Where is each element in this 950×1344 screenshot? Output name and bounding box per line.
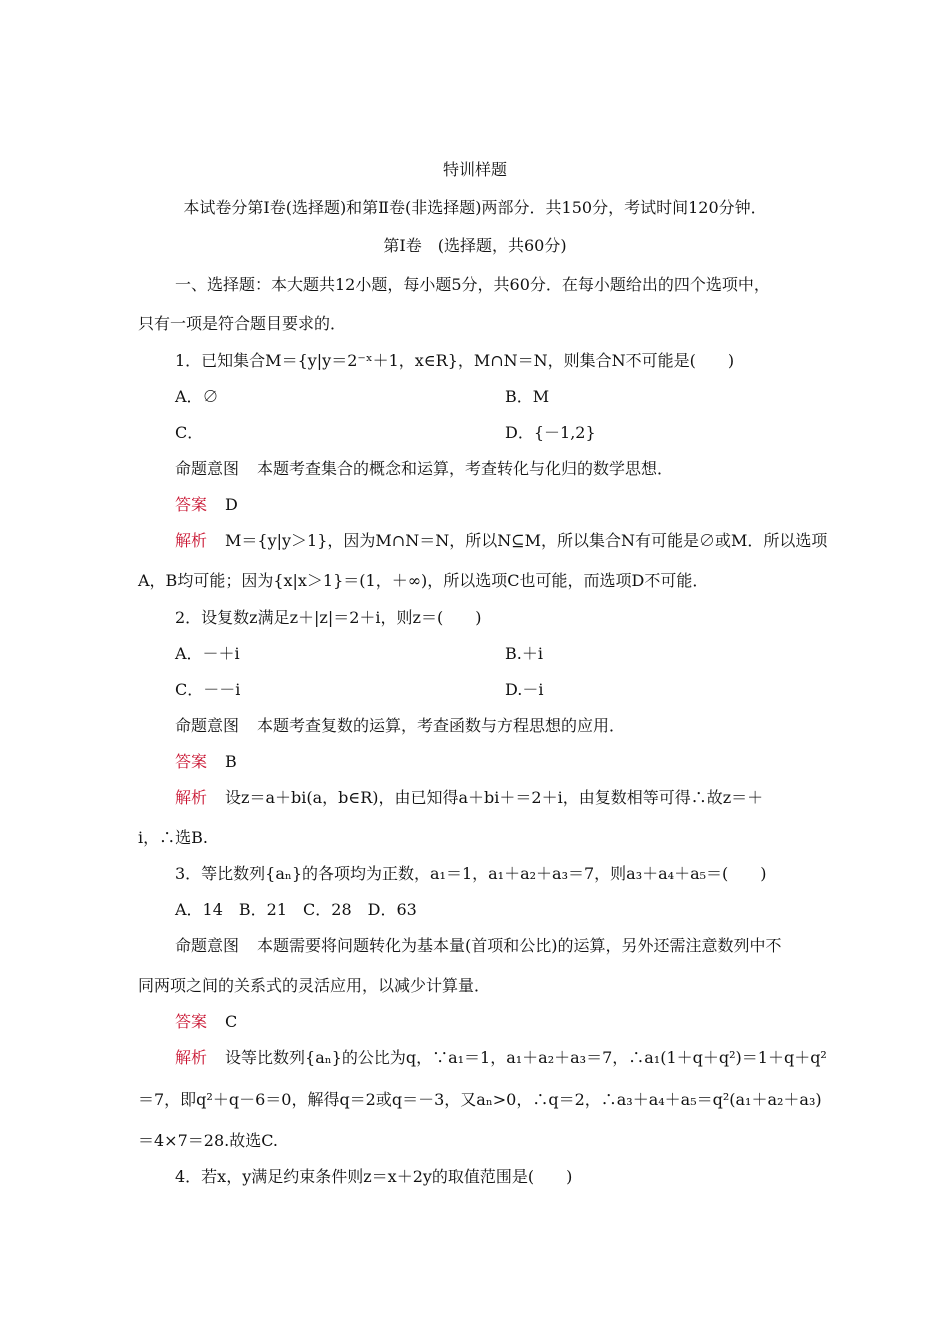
q3-answer-label: 答案	[175, 1012, 208, 1031]
q2-option-a: A．－＋i	[175, 644, 240, 663]
q3-answer	[175, 1012, 237, 1032]
q1-analysis-line1	[175, 531, 827, 551]
q1-answer-value: D	[225, 495, 238, 514]
q1-option-d: D．{－1,2}	[505, 423, 596, 442]
q3-analysis-line1	[175, 1048, 827, 1068]
q2-option-b: B.＋i	[505, 644, 543, 663]
q2-answer	[175, 752, 237, 772]
q3-intent-line1	[175, 936, 782, 956]
q1-stem: 1．已知集合M＝{y|y＝2⁻ˣ＋1，x∈R}，M∩N＝N，则集合N不可能是( )	[175, 351, 735, 370]
q3-analysis-line3: ＝4×7＝28.故选C.	[138, 1131, 278, 1150]
q3-stem: 3．等比数列{aₙ}的各项均为正数，a₁＝1，a₁＋a₂＋a₃＝7，则a₃＋a₄＋a₅＝( )	[175, 864, 767, 883]
q1-intent-label: 命题意图	[175, 459, 240, 478]
q2-option-c: C．－－i	[175, 680, 241, 699]
q2-analysis-text1: 设z＝a＋bi(a，b∈R)，由已知得a＋bi＋＝2＋i，由复数相等可得∴故z＝＋	[225, 788, 764, 807]
page-title: 特训样题	[442, 160, 507, 179]
q3-analysis-label: 解析	[175, 1048, 208, 1067]
q2-analysis-line1	[175, 788, 763, 808]
q2-option-d: D.－i	[505, 680, 544, 699]
q2-stem: 2．设复数z满足z＋|z|＝2＋i，则z＝( )	[175, 608, 482, 627]
q3-answer-value: C	[225, 1012, 238, 1031]
q1-analysis-line2: A，B均可能；因为{x|x＞1}＝(1，＋∞)，所以选项C也可能，而选项D不可能．	[138, 571, 709, 590]
q4-stem: 4．若x，y满足约束条件则z＝x＋2y的取值范围是( )	[175, 1167, 573, 1186]
q1-intent-text: 本题考查集合的概念和运算，考查转化与化归的数学思想．	[257, 459, 674, 478]
q1-option-c: C．	[175, 423, 204, 442]
q2-answer-value: B	[225, 752, 237, 771]
q3-intent-line2: 同两项之间的关系式的灵活应用，以减少计算量．	[138, 976, 491, 995]
q1-option-a: A．∅	[175, 387, 219, 406]
q3-intent-text1: 本题需要将问题转化为基本量(首项和公比)的运算，另外还需注意数列中不	[257, 936, 782, 955]
q3-intent-label: 命题意图	[175, 936, 240, 955]
intro-text: 本试卷分第Ⅰ卷(选择题)和第Ⅱ卷(非选择题)两部分．共150分，考试时间120分钟．	[183, 198, 767, 217]
q2-intent-text: 本题考查复数的运算，考查函数与方程思想的应用．	[257, 716, 626, 735]
q1-analysis-label: 解析	[175, 531, 208, 550]
q2-intent-label: 命题意图	[175, 716, 240, 735]
q1-option-b: B．M	[505, 387, 550, 406]
q2-intent	[175, 716, 625, 736]
section-intro-line2: 只有一项是符合题目要求的．	[138, 314, 347, 333]
part-title: 第Ⅰ卷 (选择题，共60分)	[383, 236, 567, 255]
q2-answer-label: 答案	[175, 752, 208, 771]
q3-analysis-line2: ＝7，即q²＋q－6＝0，解得q＝2或q＝－3，又aₙ>0，∴q＝2，∴a₃＋a₄＋a₅＝q²(a₁＋a₂＋a₃)	[138, 1090, 822, 1109]
q2-analysis-label: 解析	[175, 788, 208, 807]
q2-analysis-line2: i，∴选B.	[138, 828, 208, 847]
q3-options: A．14 B．21 C．28 D．63	[175, 900, 417, 919]
q1-answer-label: 答案	[175, 495, 208, 514]
q1-intent	[175, 459, 673, 479]
q1-analysis-text1: M＝{y|y＞1}，因为M∩N＝N，所以N⊆M，所以集合N有可能是∅或M．所以选项	[225, 531, 828, 550]
section-intro-line1: 一、选择题：本大题共12小题，每小题5分，共60分．在每小题给出的四个选项中，	[175, 275, 770, 294]
q3-analysis-text1: 设等比数列{aₙ}的公比为q，∵a₁＝1，a₁＋a₂＋a₃＝7，∴a₁(1＋q＋q²)＝1＋q＋q²	[225, 1048, 827, 1067]
q1-answer	[175, 495, 238, 515]
